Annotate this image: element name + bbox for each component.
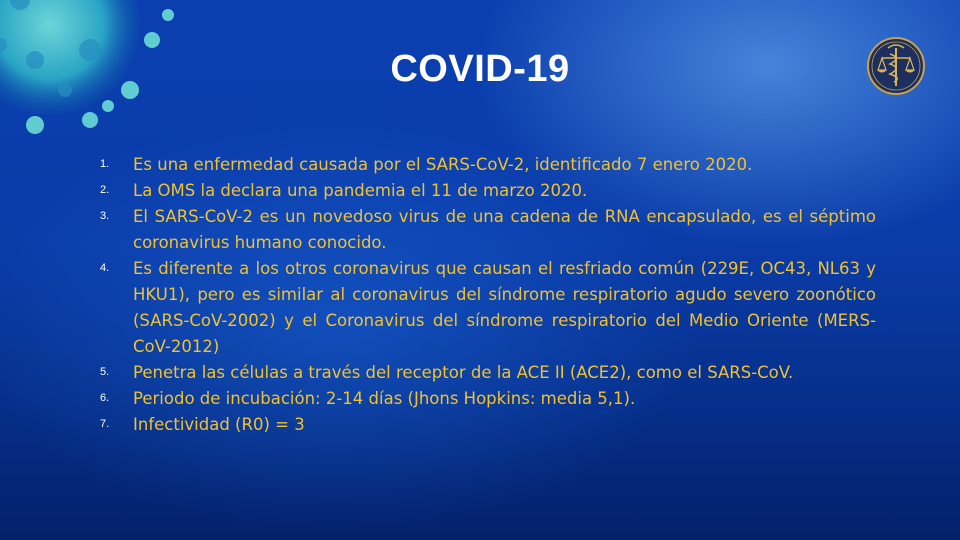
slide-title: COVID-19 [390, 48, 570, 90]
list-item [100, 256, 876, 360]
list-text: Penetra las células a través del receptor de la ACE II (ACE2), como el SARS-CoV. [133, 363, 794, 382]
list-number: 2. [100, 184, 110, 196]
list-number: 7. [100, 418, 110, 430]
list-number: 3. [100, 210, 110, 222]
list-item [100, 412, 876, 438]
bullet-list [100, 152, 876, 438]
list-text: Es una enfermedad causada por el SARS-CoV-2, identificado 7 enero 2020. [133, 155, 753, 174]
list-item [100, 204, 876, 256]
list-number: 6. [100, 392, 110, 404]
list-text: El SARS-CoV-2 es un novedoso virus de una cadena de RNA encapsulado, es el séptimo coronavirus humano conocido. [133, 207, 876, 252]
list-text: La OMS la declara una pandemia el 11 de marzo 2020. [133, 181, 588, 200]
list-number: 4. [100, 262, 110, 274]
list-item [100, 386, 876, 412]
list-text: Infectividad (R0) = 3 [133, 415, 305, 434]
list-item [100, 178, 876, 204]
list-item [100, 152, 876, 178]
list-number: 5. [100, 366, 110, 378]
list-text: Periodo de incubación: 2-14 días (Jhons Hopkins: media 5,1). [133, 389, 636, 408]
list-item [100, 360, 876, 386]
list-text: Es diferente a los otros coronavirus que causan el resfriado común (229E, OC43, NL63 y HKU1), pero es similar al coronavirus del síndrome respiratorio agudo severo zoonótico (SARS-CoV-2002) y el Coronavirus del síndrome respiratorio del Medio Oriente (MERS-CoV-2012) [133, 259, 876, 356]
list-number: 1. [100, 158, 110, 170]
